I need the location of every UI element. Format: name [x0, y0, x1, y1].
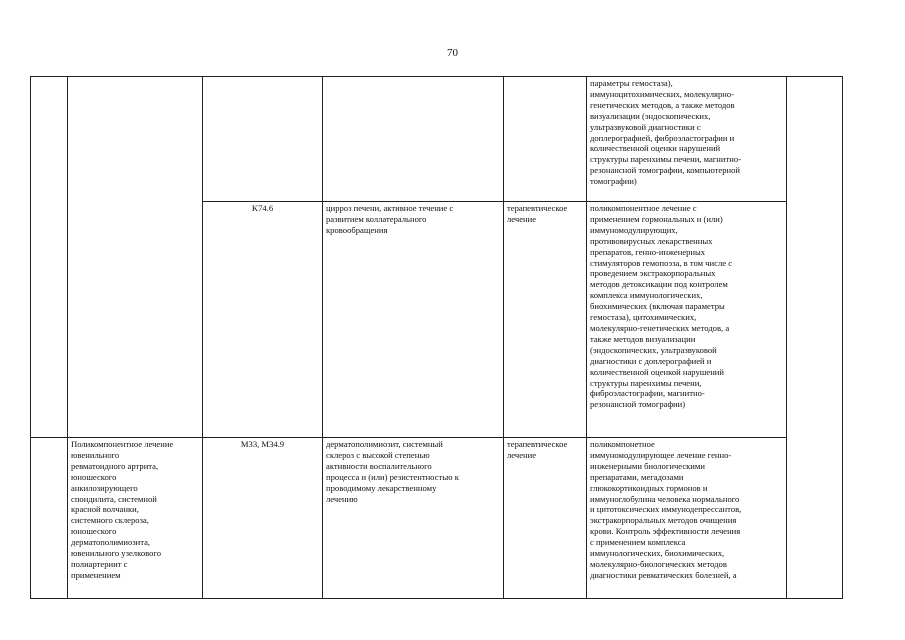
profile-name-cell: Поликомпонентное лечение ювенильного ревматоидного артрита, юношеского анкилозирующего спондилита, системной красной волчанки, системного склероза, юношеского дерматополимиозита, ювенильного узелкового полиартериит с применением [68, 438, 203, 599]
method-cell: поликомпонентное лечение с применением гормональных и (или) иммуномодулирующих, противовирусных лекарственных препаратов, генно-инженерных стимуляторов гемопоэза, в том числе с проведением экстракорпоральных методов детоксикации под контролем комплекса иммунологических, биохимических (включая параметры гемостаза), цитохимических, молекулярно-генетических методов, а также методов визуализации (эндоскопических, ультразвуковой диагностики с доплерографией и количественной оценкой нарушений структуры паренхимы печени, фиброэластографии, магнитно- резонансной томографии) [587, 202, 787, 438]
norm-cell [787, 77, 843, 599]
code-cell [203, 77, 323, 202]
method-cell: поликомпонетное иммуномодулирующее лечение генно- инженерными биологическими препаратами, мегадозами глюкокортикоидных гормонов и иммуноглобулина человека нормального и цитотоксических иммунодепрессантов, экстракорпоральных методов очищения крови. Контроль эффективности лечения с применением комплекса иммунологических, биохимических, молекулярно-биологических методов диагностики ревматических болезней, а [587, 438, 787, 599]
row-number-cell [31, 77, 68, 438]
table-row [31, 438, 843, 599]
page-number: 70 [447, 47, 458, 59]
diagnosis-cell: цирроз печени, активное течение с развитием коллатерального кровообращения [323, 202, 504, 438]
treatment-type-cell: терапевтическое лечение [504, 438, 587, 599]
row-number-cell [31, 438, 68, 599]
diagnosis-cell [323, 77, 504, 202]
code-cell: M33, M34.9 [203, 438, 323, 599]
treatment-type-cell: терапевтическое лечение [504, 202, 587, 438]
profile-name-cell [68, 77, 203, 438]
method-cell: параметры гемостаза), иммуноцитохимических, молекулярно- генетических методов, а также методов визуализации (эндоскопических, ультразвуковой диагностики с доплерографией, фиброэластографии и количественной оценки нарушений структуры паренхимы печени, магнитно- резонансной томографии, компьютерной томографии) [587, 77, 787, 202]
diagnosis-cell: дерматополимиозит, системный склероз с высокой степенью активности воспалительного процесса и (или) резистентностью к проводимому лекарственному лечению [323, 438, 504, 599]
table-row [31, 77, 843, 202]
medical-care-table [30, 76, 843, 599]
code-cell: K74.6 [203, 202, 323, 438]
treatment-type-cell [504, 77, 587, 202]
